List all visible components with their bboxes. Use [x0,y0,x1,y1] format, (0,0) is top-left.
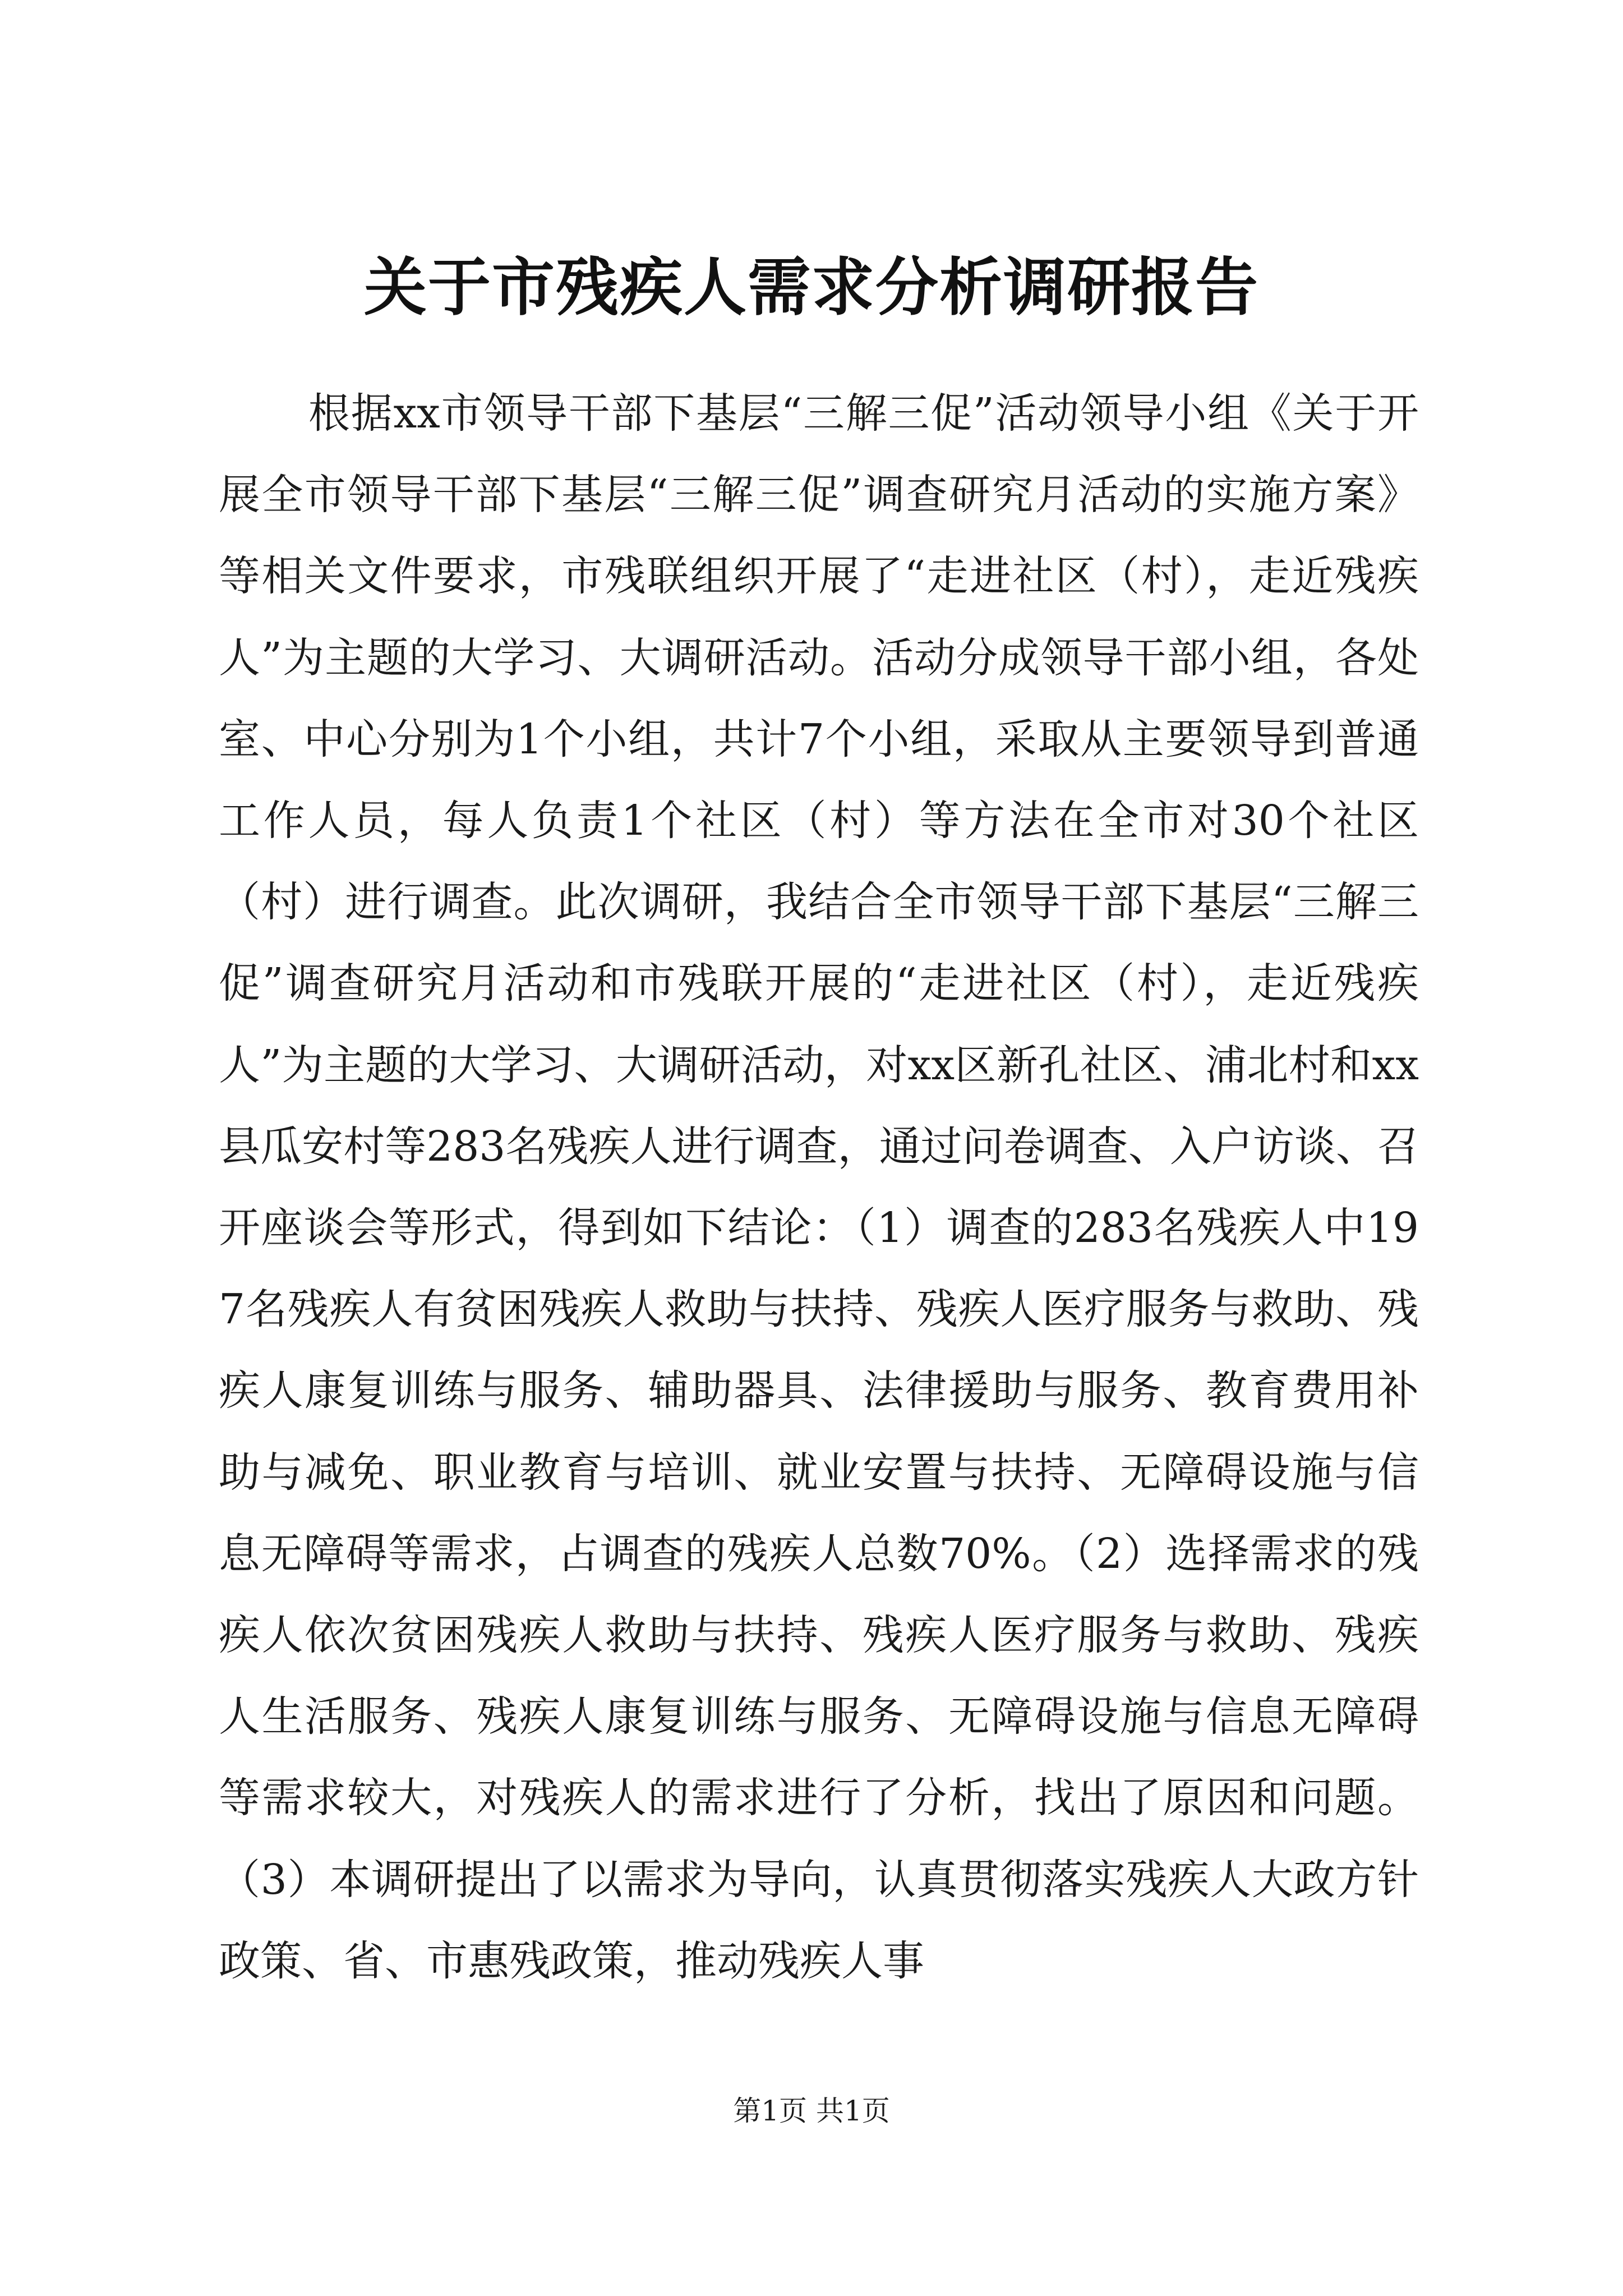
document-body-paragraph: 根据xx市领导干部下基层“三解三促”活动领导小组《关于开展全市领导干部下基层“三解三促”调查研究月活动的实施方案》等相关文件要求，市残联组织开展了“走进社区（村），走近残疾人”为主题的大学习、大调研活动。活动分成领导干部小组，各处室、中心分别为1个小组，共计7个小组，采取从主要领导到普通工作人员，每人负责1个社区（村）等方法在全市对30个社区（村）进行调查。此次调研，我结合全市领导干部下基层“三解三促”调查研究月活动和市残联开展的“走进社区（村），走近残疾人”为主题的大学习、大调研活动，对xx区新孔社区、浦北村和xx县瓜安村等283名残疾人进行调查，通过问卷调查、入户访谈、召开座谈会等形式，得到如下结论：（1）调查的283名残疾人中197名残疾人有贫困残疾人救助与扶持、残疾人医疗服务与救助、残疾人康复训练与服务、辅助器具、法律援助与服务、教育费用补助与减免、职业教育与培训、就业安置与扶持、无障碍设施与信息无障碍等需求，占调查的残疾人总数70%。（2）选择需求的残疾人依次贫困残疾人救助与扶持、残疾人医疗服务与救助、残疾人生活服务、残疾人康复训练与服务、无障碍设施与信息无障碍等需求较大，对残疾人的需求进行了分析，找出了原因和问题。（3）本调研提出了以需求为导向，认真贯彻落实残疾人大政方针政策、省、市惠残政策，推动残疾人事 [219,389,1419,1985]
page-footer: 第1页 共1页 [733,2095,890,2127]
document-title: 关于市残疾人需求分析调研报告 [364,251,1259,324]
